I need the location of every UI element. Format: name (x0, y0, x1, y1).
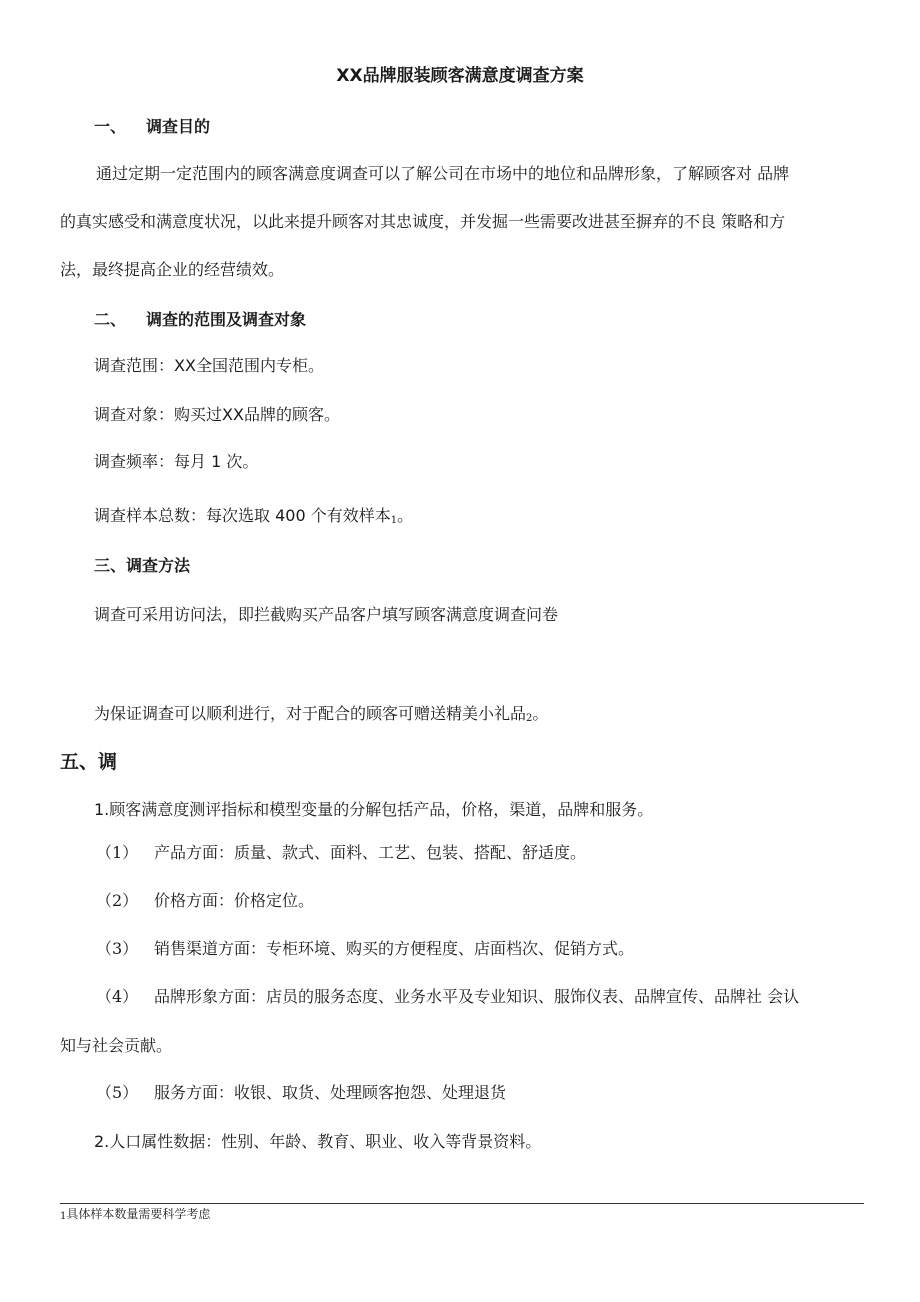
document-title: XX品牌服装顾客满意度调查方案 (336, 66, 584, 86)
subitem-3-number: （3） (96, 939, 139, 958)
survey-target (94, 405, 340, 425)
subitem-5-number: （5） (96, 1083, 139, 1102)
survey-frequency-number: 1 (211, 452, 222, 471)
subitem-5 (96, 1083, 506, 1103)
survey-target-label: 调查对象： (94, 405, 175, 424)
survey-scope-value: XX全国范围内专柜。 (174, 356, 324, 375)
survey-sample-end: 。 (397, 506, 414, 525)
section-2-title: 调查的范围及调查对象 (146, 310, 307, 329)
survey-sample-pre: 每次选取 (206, 506, 276, 525)
footnote-1 (60, 1206, 210, 1224)
item-1-number: 1. (94, 800, 110, 819)
subitem-3 (96, 939, 634, 959)
subitem-4-continuation: 知与社会贡献。 (60, 1036, 173, 1055)
survey-sample-label: 调查样本总数： (94, 506, 207, 525)
section-1-title: 调查目的 (146, 117, 211, 136)
footnote-1-text: 具体样本数量需要科学考虑 (66, 1207, 211, 1221)
survey-scope-label: 调查范围： (94, 356, 175, 375)
section-1-para-line-1: 通过定期一定范围内的顾客满意度调查可以了解公司在市场中的地位和品牌形象，了解顾客对 品牌 (96, 164, 790, 183)
survey-target-brand: XX (222, 405, 244, 424)
section-3-line-2-text: 为保证调查可以顺利进行，对于配合的顾客可赠送精美小礼品 (94, 704, 527, 723)
item-2 (94, 1132, 541, 1152)
section-3-line-2-end: 。 (532, 704, 549, 723)
subitem-5-text: 服务方面：收银、取货、处理顾客抱怨、处理退货 (154, 1083, 507, 1102)
survey-frequency-label: 调查频率： (94, 452, 175, 471)
survey-sample-number: 400 (275, 506, 306, 525)
section-2-number: 二、 (94, 310, 127, 329)
survey-frequency (94, 452, 258, 472)
section-3-line-1: 调查可采用访问法，即拦截购买产品客户填写顾客满意度调查问卷 (94, 605, 559, 624)
subitem-4-text: 品牌形象方面：店员的服务态度、业务水平及专业知识、服饰仪表、品牌宣传、品牌社 会认 (154, 987, 800, 1006)
item-1 (94, 800, 653, 820)
subitem-2-number: （2） (96, 891, 139, 910)
survey-frequency-pre: 每月 (174, 452, 212, 471)
footnote-divider (60, 1203, 864, 1204)
item-1-text: 顾客满意度测评指标和模型变量的分解包括产品，价格，渠道，品牌和服务。 (109, 800, 654, 819)
subitem-1-text: 产品方面：质量、款式、面料、工艺、包装、搭配、舒适度。 (154, 843, 587, 862)
survey-sample-post: 个有效样本 (305, 506, 391, 525)
footnote-ref-1[interactable]: 1 (390, 515, 398, 526)
section-3-line-2 (94, 704, 548, 727)
footnote-ref-2[interactable]: 2 (526, 713, 533, 724)
section-5-heading: 五、调 (60, 751, 118, 773)
subitem-2-text: 价格方面：价格定位。 (154, 891, 315, 910)
section-1-para-line-2: 的真实感受和满意度状况，以此来提升顾客对其忠诚度，并发掘一些需要改进甚至摒弃的不良 策略和方 (60, 212, 786, 231)
section-3-heading: 三、调查方法 (94, 556, 191, 575)
survey-sample-size (94, 506, 413, 529)
subitem-1-number: （1） (96, 843, 139, 862)
subitem-4-number: （4） (96, 987, 139, 1006)
subitem-1 (96, 843, 586, 863)
survey-frequency-post: 次。 (221, 452, 259, 471)
section-1-number: 一、 (94, 117, 127, 136)
item-2-text: 人口属性数据：性别、年龄、教育、职业、收入等背景资料。 (109, 1132, 542, 1151)
survey-target-post: 品牌的顾客。 (243, 405, 340, 424)
footnote-1-ref: 1 (60, 1211, 67, 1222)
item-2-number: 2. (94, 1132, 110, 1151)
survey-target-pre: 购买过 (174, 405, 223, 424)
subitem-4 (96, 987, 799, 1007)
section-1-heading (94, 117, 210, 137)
subitem-3-text: 销售渠道方面：专柜环境、购买的方便程度、店面档次、促销方式。 (154, 939, 635, 958)
section-2-heading (94, 310, 306, 330)
subitem-2 (96, 891, 314, 911)
section-1-para-line-3: 法，最终提高企业的经营绩效。 (60, 260, 285, 279)
survey-scope (94, 356, 324, 376)
